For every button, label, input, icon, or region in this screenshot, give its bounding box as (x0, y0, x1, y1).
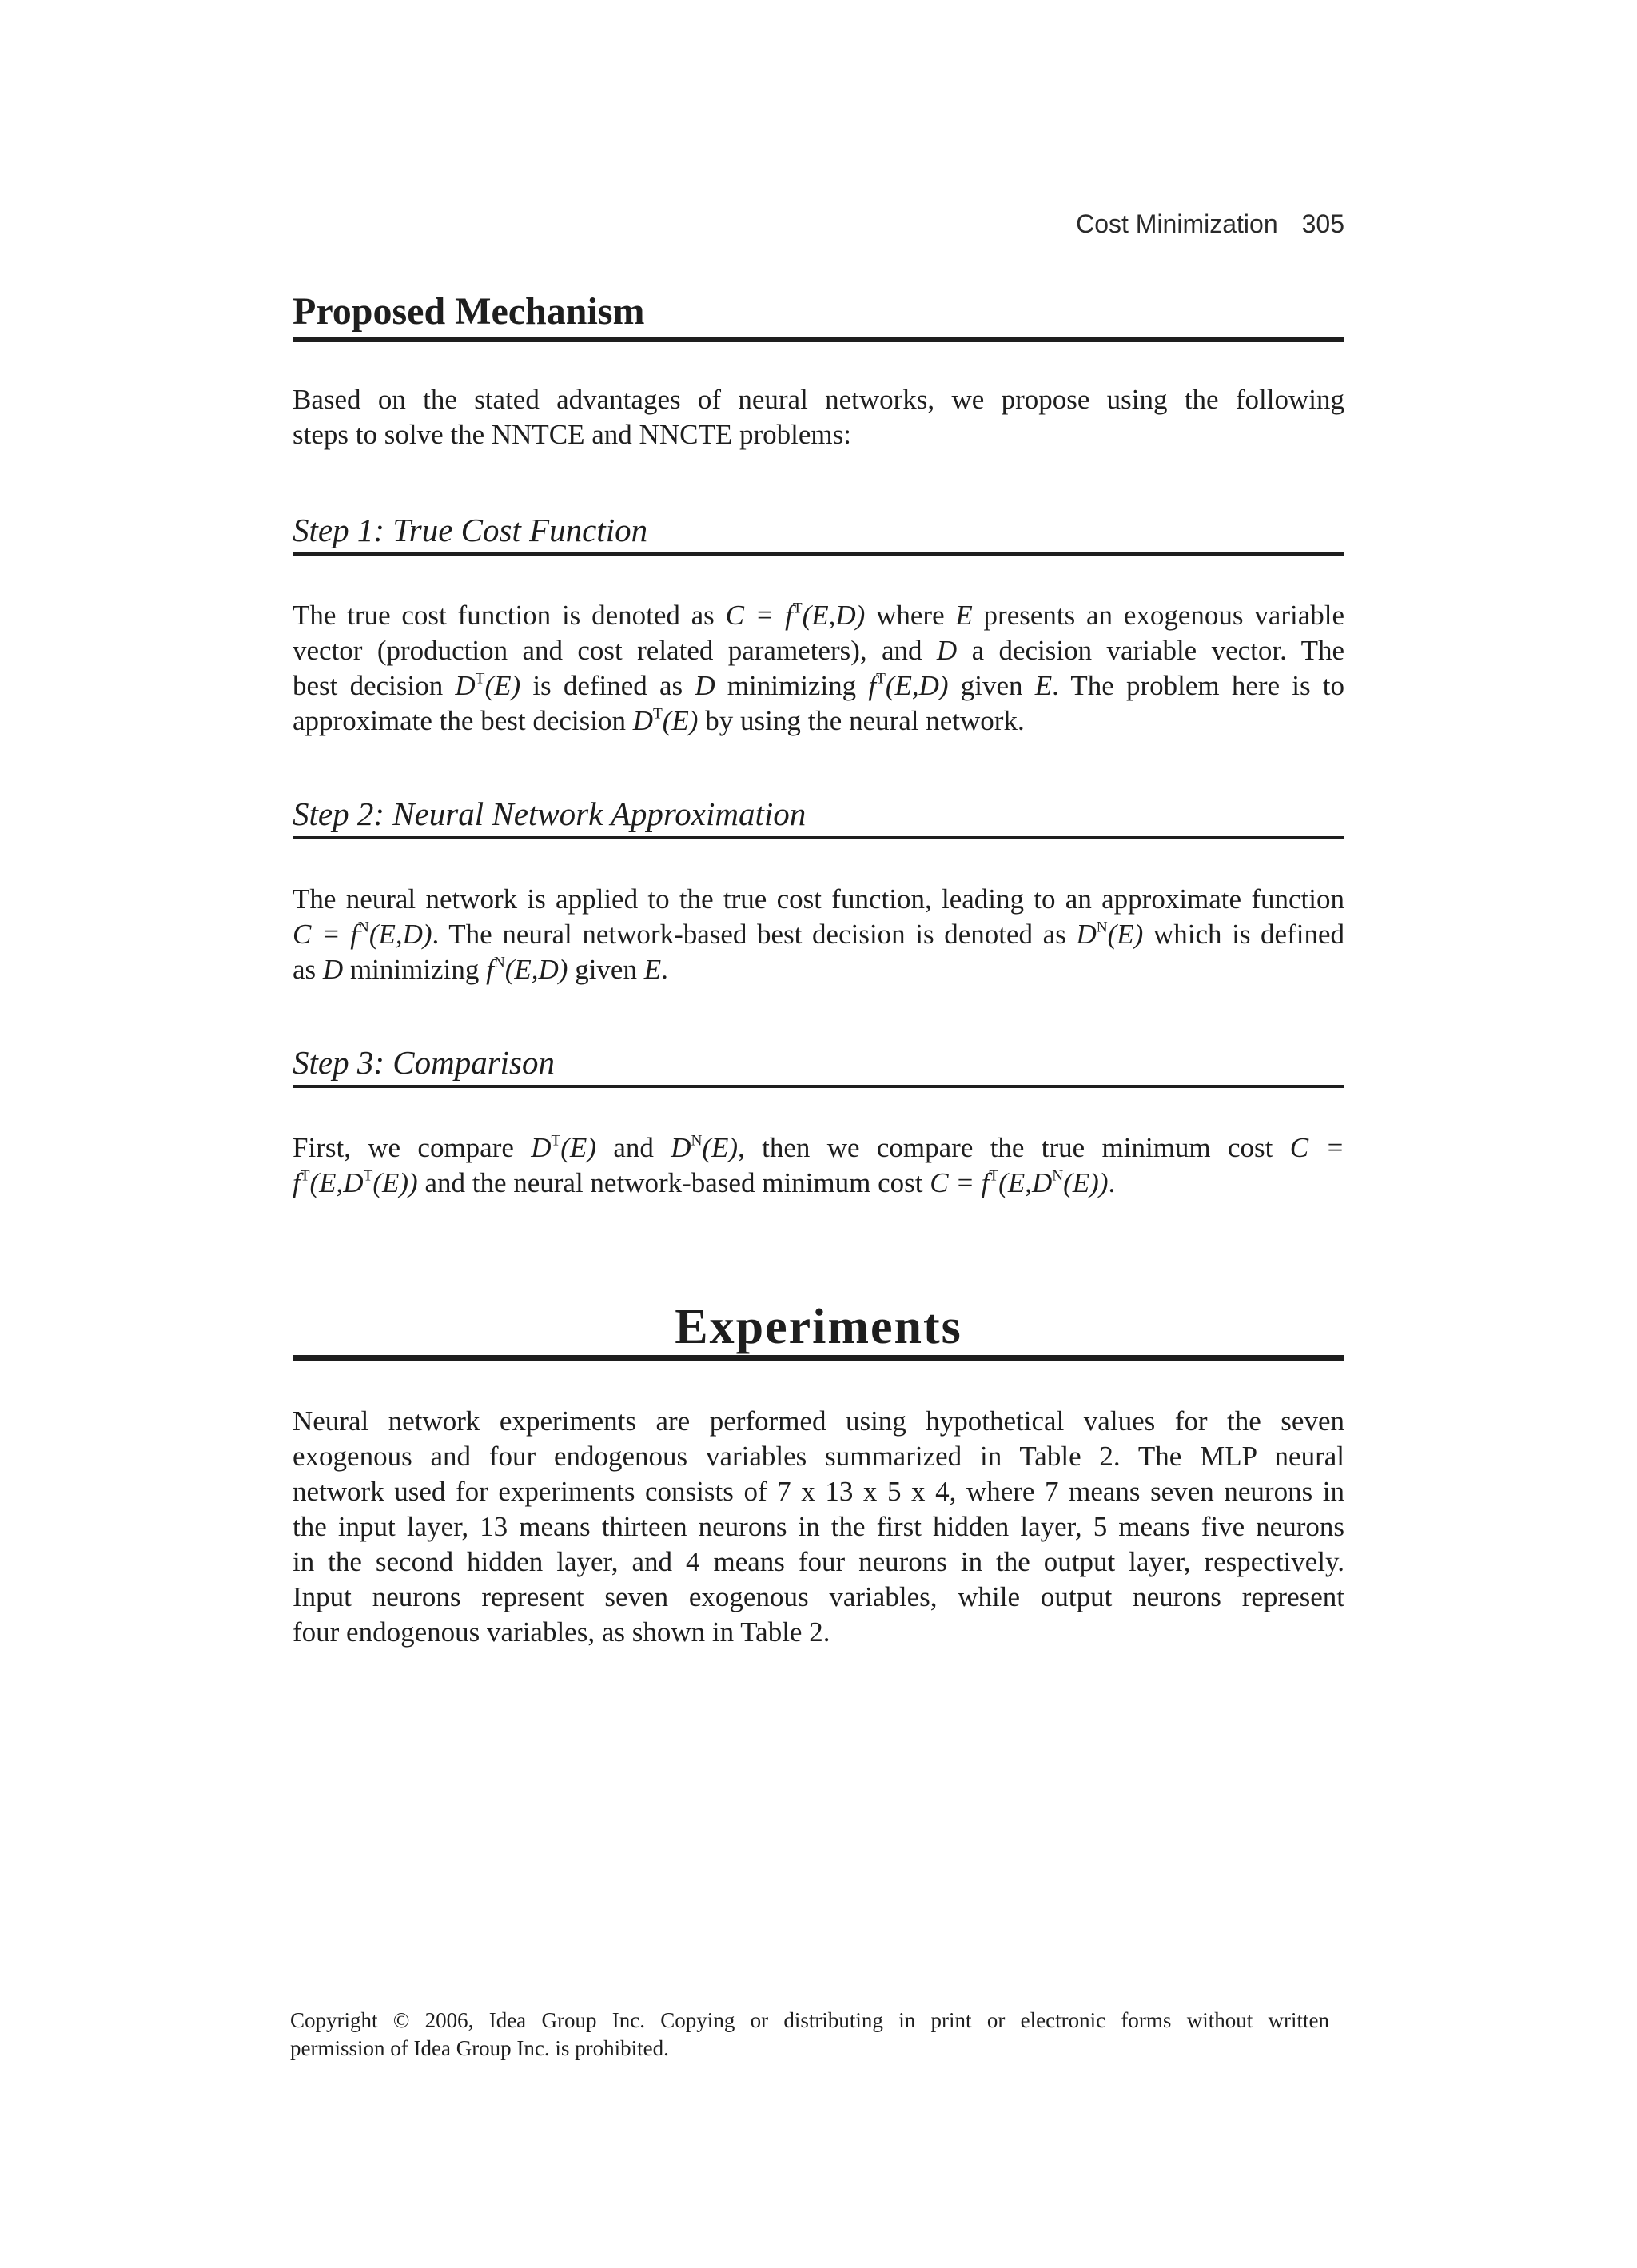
experiments-paragraph (293, 1404, 1344, 1650)
step-3-paragraph (293, 1130, 1344, 1201)
step-1-title: Step 1: True Cost Function (293, 512, 648, 548)
step-3-title: Step 3: Comparison (293, 1044, 555, 1081)
text-line: First, we compare $D^T(E)$ and $D^N(E)$, then we compare the true minimum cost C = (293, 1132, 1344, 1163)
text-line: best decision $D^T(E)$ is defined as D minimizing $f^T(E,D)$ given E. The problem here is to (293, 670, 1344, 701)
text-line: Input neurons represent seven exogenous variables, while output neurons represent (293, 1581, 1344, 1612)
section-rule (293, 337, 1344, 342)
text-line: The true cost function is denoted as $C = f^T(E,D)$ where E presents an exogenous variable (293, 600, 1345, 631)
section-rule (293, 1355, 1344, 1361)
section-title-experiments: Experiments (675, 1300, 962, 1354)
text-line: network used for experiments consists of 7 x 13 x 5 x 4, where 7 means seven neurons in (293, 1476, 1344, 1507)
text-line: $f^T(E,D^T(E))$ and the neural network-based minimum cost $C = f^T(E,D^N(E))$. (293, 1167, 1116, 1198)
step-rule (293, 836, 1344, 839)
intro-paragraph (293, 382, 1344, 452)
footer-line: permission of Idea Group Inc. is prohibited. (290, 2036, 669, 2060)
text-line: in the second hidden layer, and 4 means four neurons in the output layer, respectively. (293, 1546, 1344, 1577)
text-line: $C = f^N(E,D)$. The neural network-based best decision is denoted as $D^N(E)$ which is defined (293, 919, 1345, 950)
text-line: four endogenous variables, as shown in Table 2. (293, 1616, 830, 1648)
text-line: Based on the stated advantages of neural networks, we propose using the following (293, 384, 1344, 415)
step-1-paragraph (293, 598, 1344, 739)
text-line: steps to solve the NNTCE and NNCTE problems: (293, 419, 851, 450)
copyright-footer (290, 2007, 1329, 2063)
step-rule (293, 1085, 1344, 1088)
text-line: as D minimizing $f^N(E,D)$ given E. (293, 954, 668, 985)
text-line: vector (production and cost related parameters), and D a decision variable vector. The (293, 635, 1344, 666)
text-line: The neural network is applied to the true cost function, leading to an approximate function (293, 883, 1344, 915)
step-2-paragraph (293, 882, 1344, 987)
running-head (1076, 209, 1344, 239)
text-line: approximate the best decision $D^T(E)$ by using the neural network. (293, 705, 1025, 736)
section-title-proposed-mechanism: Proposed Mechanism (293, 290, 645, 333)
text-line: exogenous and four endogenous variables summarized in Table 2. The MLP neural (293, 1441, 1344, 1472)
page-number: 305 (1301, 209, 1344, 238)
text-line: the input layer, 13 means thirteen neurons in the first hidden layer, 5 means five neurons (293, 1511, 1344, 1542)
footer-line: Copyright © 2006, Idea Group Inc. Copying or distributing in print or electronic forms without written (290, 2008, 1329, 2032)
step-2-title: Step 2: Neural Network Approximation (293, 795, 807, 832)
step-rule (293, 552, 1344, 556)
running-head-title: Cost Minimization (1076, 209, 1278, 238)
text-line: Neural network experiments are performed using hypothetical values for the seven (293, 1405, 1344, 1437)
